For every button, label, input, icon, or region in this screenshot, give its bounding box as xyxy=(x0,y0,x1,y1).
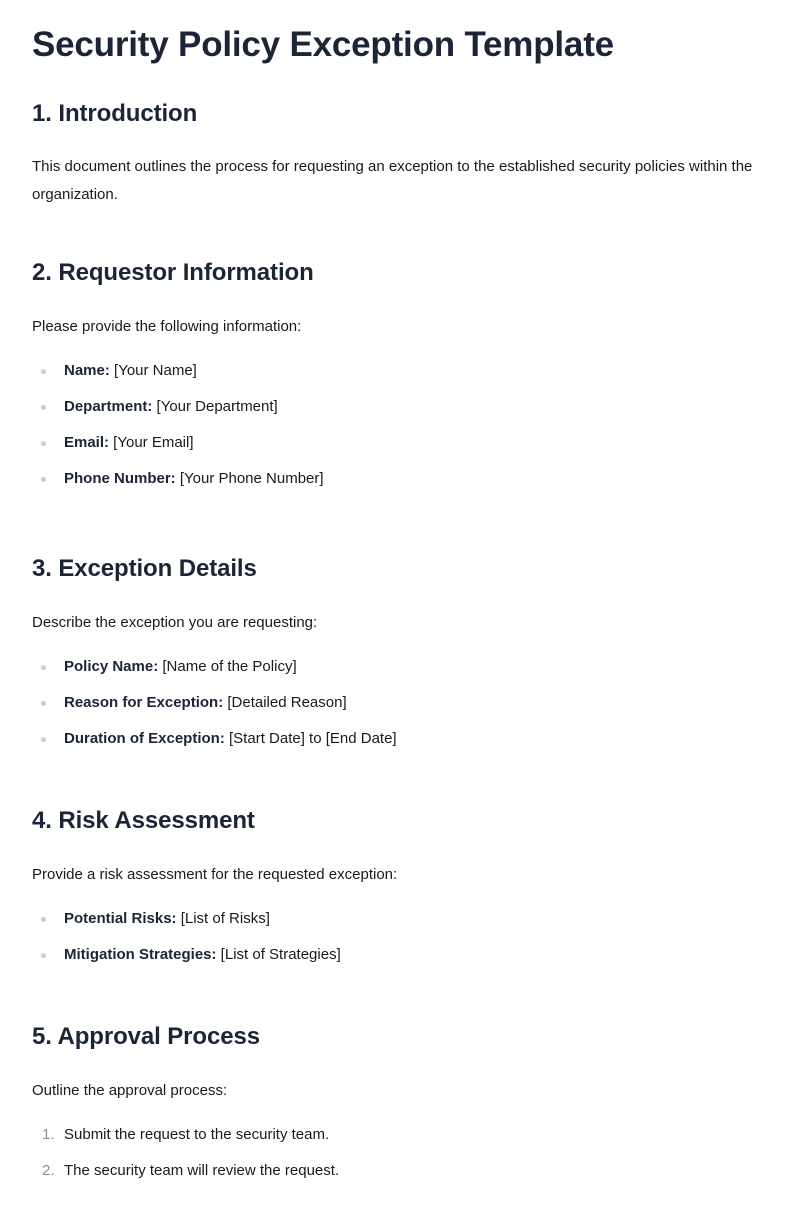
section-text: This document outlines the process for requesting an exception to the established security policies within the organization. xyxy=(32,158,753,203)
field-value: [Your Department] xyxy=(152,398,278,415)
section-approval-process xyxy=(32,1022,768,1197)
field-value: [Name of the Policy] xyxy=(158,658,297,675)
field-label: Duration of Exception: xyxy=(64,730,225,747)
section-heading: 2. Requestor Information xyxy=(32,259,314,286)
document-page xyxy=(0,24,800,1197)
step-text: Submit the request to the security team. xyxy=(64,1126,330,1143)
field-value: [Detailed Reason] xyxy=(223,694,347,711)
bullet-icon xyxy=(41,737,46,742)
section-requestor-information xyxy=(32,258,768,505)
section-text: Please provide the following information: xyxy=(32,318,302,335)
section-text: Provide a risk assessment for the requested exception: xyxy=(32,866,398,883)
list-item xyxy=(32,361,768,397)
list-item xyxy=(32,1161,768,1197)
bullet-icon xyxy=(41,477,46,482)
section-exception-details xyxy=(32,554,768,765)
field-value: [Your Email] xyxy=(109,434,194,451)
field-label: Phone Number: xyxy=(64,470,176,487)
list-item xyxy=(32,469,768,505)
requestor-field-list xyxy=(32,361,768,505)
field-value: [List of Risks] xyxy=(176,910,270,927)
step-number: 2. xyxy=(42,1162,55,1179)
exception-field-list xyxy=(32,657,768,765)
list-item xyxy=(32,433,768,469)
list-item xyxy=(32,397,768,433)
list-item xyxy=(32,945,768,981)
bullet-icon xyxy=(41,441,46,446)
list-item xyxy=(32,693,768,729)
step-number: 1. xyxy=(42,1126,55,1143)
section-heading: 5. Approval Process xyxy=(32,1023,260,1050)
bullet-icon xyxy=(41,917,46,922)
field-label: Department: xyxy=(64,398,153,415)
bullet-icon xyxy=(41,665,46,670)
section-heading: 3. Exception Details xyxy=(32,555,257,582)
field-label: Mitigation Strategies: xyxy=(64,946,217,963)
field-value: [Start Date] to [End Date] xyxy=(224,730,397,747)
bullet-icon xyxy=(41,405,46,410)
section-introduction xyxy=(32,99,768,209)
document-title: Security Policy Exception Template xyxy=(32,25,614,64)
field-value: [Your Name] xyxy=(109,362,197,379)
field-label: Name: xyxy=(64,362,110,379)
list-item xyxy=(32,909,768,945)
list-item xyxy=(32,729,768,765)
field-label: Reason for Exception: xyxy=(64,694,224,711)
section-text: Outline the approval process: xyxy=(32,1082,228,1099)
field-value: [Your Phone Number] xyxy=(175,470,324,487)
risk-field-list xyxy=(32,909,768,981)
list-item xyxy=(32,1125,768,1161)
section-text: Describe the exception you are requesting: xyxy=(32,614,318,631)
section-heading: 4. Risk Assessment xyxy=(32,807,255,834)
bullet-icon xyxy=(41,701,46,706)
field-label: Email: xyxy=(64,434,110,451)
section-heading: 1. Introduction xyxy=(32,100,198,127)
field-value: [List of Strategies] xyxy=(216,946,341,963)
bullet-icon xyxy=(41,369,46,374)
field-label: Potential Risks: xyxy=(64,910,177,927)
section-risk-assessment xyxy=(32,806,768,981)
step-text: The security team will review the request. xyxy=(64,1162,340,1179)
approval-step-list xyxy=(32,1125,768,1197)
list-item xyxy=(32,657,768,693)
bullet-icon xyxy=(41,953,46,958)
field-label: Policy Name: xyxy=(64,658,159,675)
